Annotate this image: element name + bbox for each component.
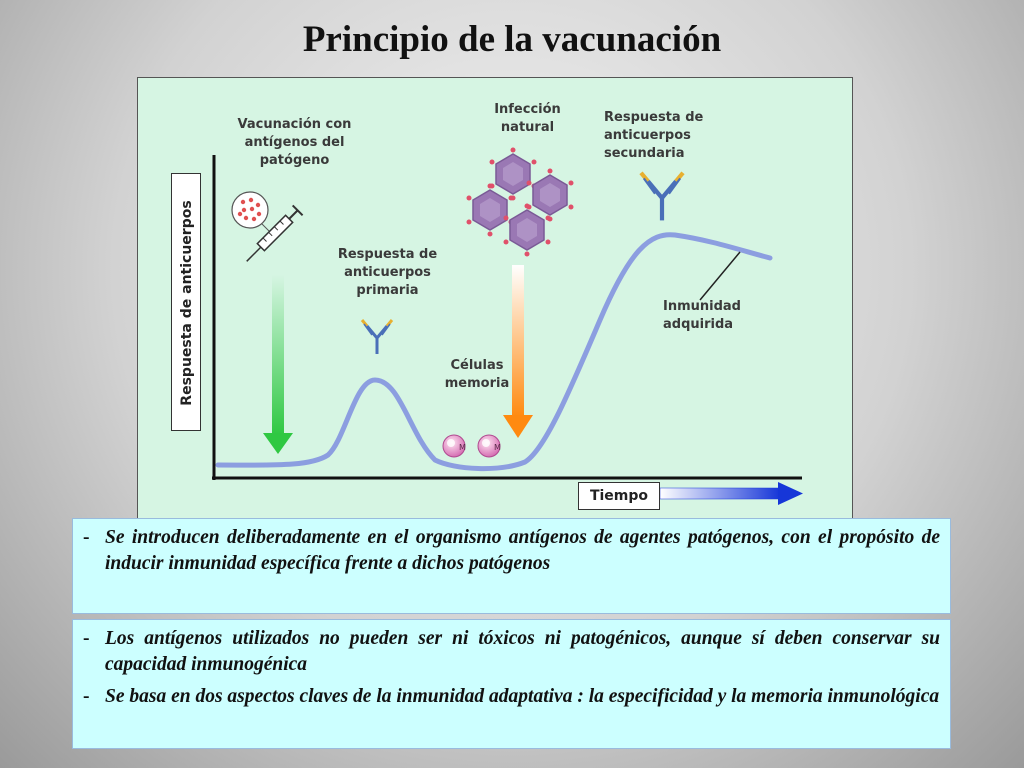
infection-label: Infección natural: [494, 102, 561, 135]
vaccine-arrow: [263, 275, 293, 454]
bullet-text: Se introducen deliberadamente en el organismo antígenos de agentes patógenos, con el propósito de inducir inmunidad específica frente a dichos patógenos: [105, 527, 940, 574]
time-arrow: [660, 482, 803, 505]
list-item: - Se basa en dos aspectos claves de la inmunidad adaptativa : la especificidad y la memoria inmunológica: [83, 684, 940, 710]
primary-response-label: Respuesta de anticuerpos primaria: [337, 247, 438, 298]
antibody-icon: [641, 173, 683, 221]
memory-cell-mark: M: [459, 443, 466, 452]
memory-cells-label: Células memoria: [444, 358, 510, 391]
text-box-1: [72, 518, 951, 614]
immunity-pointer-line: [700, 252, 740, 300]
syringe-icon: [232, 192, 303, 266]
list-item: - Se introducen deliberadamente en el organismo antígenos de agentes patógenos, con el propósito de inducir inmunidad específica frente a dichos patógenos: [83, 525, 940, 577]
antibody-response-curve: [218, 235, 770, 469]
secondary-response-label: Respuesta de anticuerpos secundaria: [604, 110, 704, 161]
page-title: Principio de la vacunación: [302, 19, 722, 60]
virus-icon: [490, 148, 537, 201]
memory-cell-icon: [443, 435, 466, 457]
bullet-text: Los antígenos utilizados no pueden ser ni tóxicos ni patogénicos, aunque sí deben conservar su capacidad inmunogénica: [105, 628, 940, 675]
bullet-text: Se basa en dos aspectos claves de la inmunidad adaptativa : la especificidad y la memoria inmunológica: [105, 686, 940, 707]
infection-arrow: [503, 265, 533, 438]
virus-icon: [467, 184, 514, 237]
memory-cell-icon: [478, 435, 501, 457]
acquired-immunity-label: Inmunidad adquirida: [663, 299, 741, 332]
x-axis-label: Tiempo: [578, 482, 660, 510]
y-axis-label-box: [171, 173, 201, 431]
antibody-icon: [362, 320, 392, 354]
y-axis-label: Respuesta de anticuerpos: [179, 200, 195, 406]
memory-cell-mark: M: [494, 443, 501, 452]
list-item: - Los antígenos utilizados no pueden ser ni tóxicos ni patogénicos, aunque sí deben conservar su capacidad inmunogénica: [83, 626, 940, 678]
text-box-2: [72, 619, 951, 749]
vaccination-label: Vacunación con antígenos del patógeno: [237, 117, 352, 168]
